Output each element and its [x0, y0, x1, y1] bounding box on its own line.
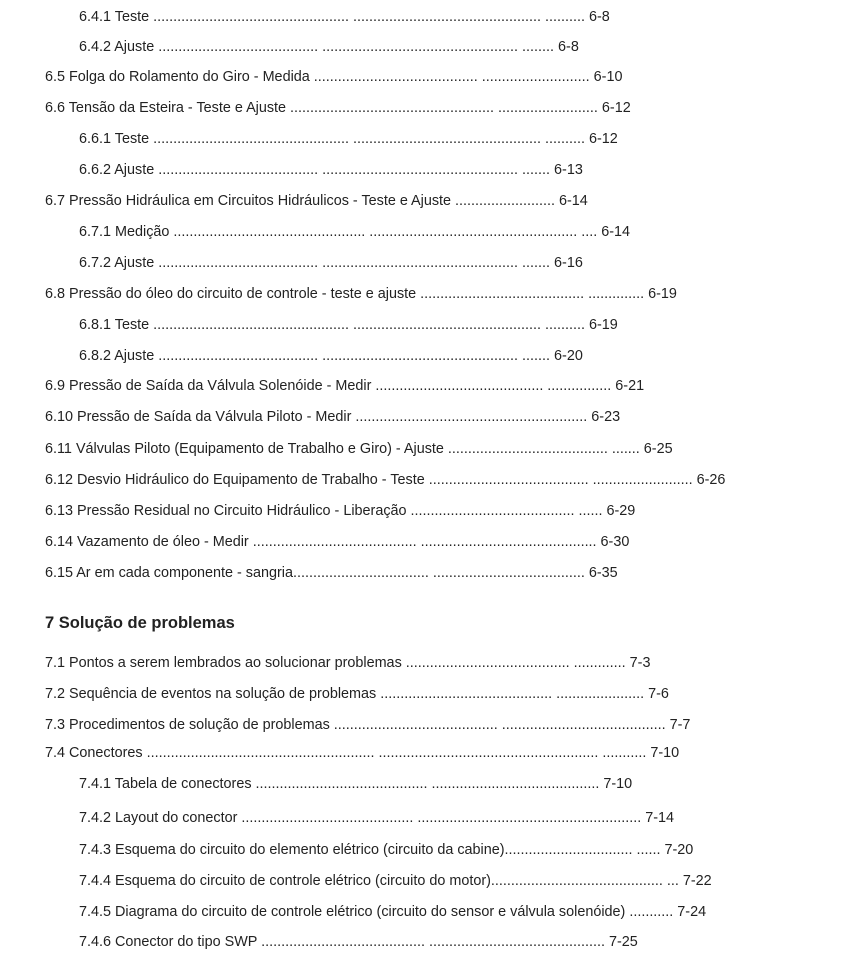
toc-entry-7-3[interactable]: 7.3 Procedimentos de solução de problemas ......................................... ......................................... 7-7 [45, 717, 691, 733]
toc-entry-6-7-1[interactable]: 6.7.1 Medição ................................................ .................................................... .... 6-14 [79, 224, 631, 240]
toc-entry-7-4-5[interactable]: 7.4.5 Diagrama do circuito de controle elétrico (circuito do sensor e válvula solenóide) ........... 7-24 [79, 904, 707, 920]
toc-entry-6-15[interactable]: 6.15 Ar em cada componente - sangria.................................. ...................................... 6-35 [45, 565, 618, 581]
toc-entry-6-8[interactable]: 6.8 Pressão do óleo do circuito de controle - teste e ajuste ......................................... .............. 6-19 [45, 286, 677, 302]
toc-entry-6-7[interactable]: 6.7 Pressão Hidráulica em Circuitos Hidráulicos - Teste e Ajuste ......................... 6-14 [45, 193, 588, 209]
toc-entry-7-4-2[interactable]: 7.4.2 Layout do conector ........................................... ........................................................ 7-14 [79, 810, 675, 826]
toc-entry-7-4-4[interactable]: 7.4.4 Esquema do circuito de controle elétrico (circuito do motor)........................................... ... 7-22 [79, 873, 712, 889]
toc-entry-6-8-2[interactable]: 6.8.2 Ajuste ........................................ ................................................. ....... 6-20 [79, 348, 583, 364]
toc-entry-6-8-1[interactable]: 6.8.1 Teste ................................................. ............................................... .......... 6-19 [79, 317, 618, 333]
toc-entry-7-4[interactable]: 7.4 Conectores ......................................................... ....................................................... ........... 7-10 [45, 745, 680, 761]
toc-entry-7-1[interactable]: 7.1 Pontos a serem lembrados ao solucionar problemas ......................................... ............. 7-3 [45, 655, 651, 671]
toc-entry-7-4-6[interactable]: 7.4.6 Conector do tipo SWP ......................................... ............................................ 7-25 [79, 934, 638, 950]
toc-entry-6-12[interactable]: 6.12 Desvio Hidráulico do Equipamento de Trabalho - Teste ........................................ ......................... 6-26 [45, 472, 726, 488]
toc-entry-6-11[interactable]: 6.11 Válvulas Piloto (Equipamento de Trabalho e Giro) - Ajuste ........................................ ....... 6-25 [45, 441, 673, 457]
toc-entry-6-14[interactable]: 6.14 Vazamento de óleo - Medir ......................................... ............................................ 6-30 [45, 534, 630, 550]
toc-entry-6-9[interactable]: 6.9 Pressão de Saída da Válvula Solenóide - Medir .......................................... ................ 6-21 [45, 378, 645, 394]
toc-entry-6-6-2[interactable]: 6.6.2 Ajuste ........................................ ................................................. ....... 6-13 [79, 162, 583, 178]
section-heading-7: 7 Solução de problemas [45, 614, 235, 632]
toc-entry-6-6-1[interactable]: 6.6.1 Teste ................................................. ............................................... .......... 6-12 [79, 131, 618, 147]
toc-entry-7-2[interactable]: 7.2 Sequência de eventos na solução de problemas ........................................... ...................... 7-6 [45, 686, 669, 702]
toc-entry-6-7-2[interactable]: 6.7.2 Ajuste ........................................ ................................................. ....... 6-16 [79, 255, 583, 271]
toc-entry-6-13[interactable]: 6.13 Pressão Residual no Circuito Hidráulico - Liberação ......................................... ...... 6-29 [45, 503, 636, 519]
toc-entry-6-10[interactable]: 6.10 Pressão de Saída da Válvula Piloto - Medir .......................................................... 6-23 [45, 409, 621, 425]
toc-entry-6-4-1[interactable]: 6.4.1 Teste ................................................. ............................................... .......... 6-8 [79, 9, 610, 25]
toc-entry-6-6[interactable]: 6.6 Tensão da Esteira - Teste e Ajuste ................................................... ......................... 6-12 [45, 100, 631, 116]
toc-entry-7-4-1[interactable]: 7.4.1 Tabela de conectores ........................................... .......................................... 7-10 [79, 776, 633, 792]
toc-entry-6-4-2[interactable]: 6.4.2 Ajuste ........................................ ................................................. ........ 6-8 [79, 39, 579, 55]
toc-entry-6-5[interactable]: 6.5 Folga do Rolamento do Giro - Medida ......................................... ........................... 6-10 [45, 69, 623, 85]
toc-entry-7-4-3[interactable]: 7.4.3 Esquema do circuito do elemento elétrico (circuito da cabine)................................ ...... 7-20 [79, 842, 694, 858]
